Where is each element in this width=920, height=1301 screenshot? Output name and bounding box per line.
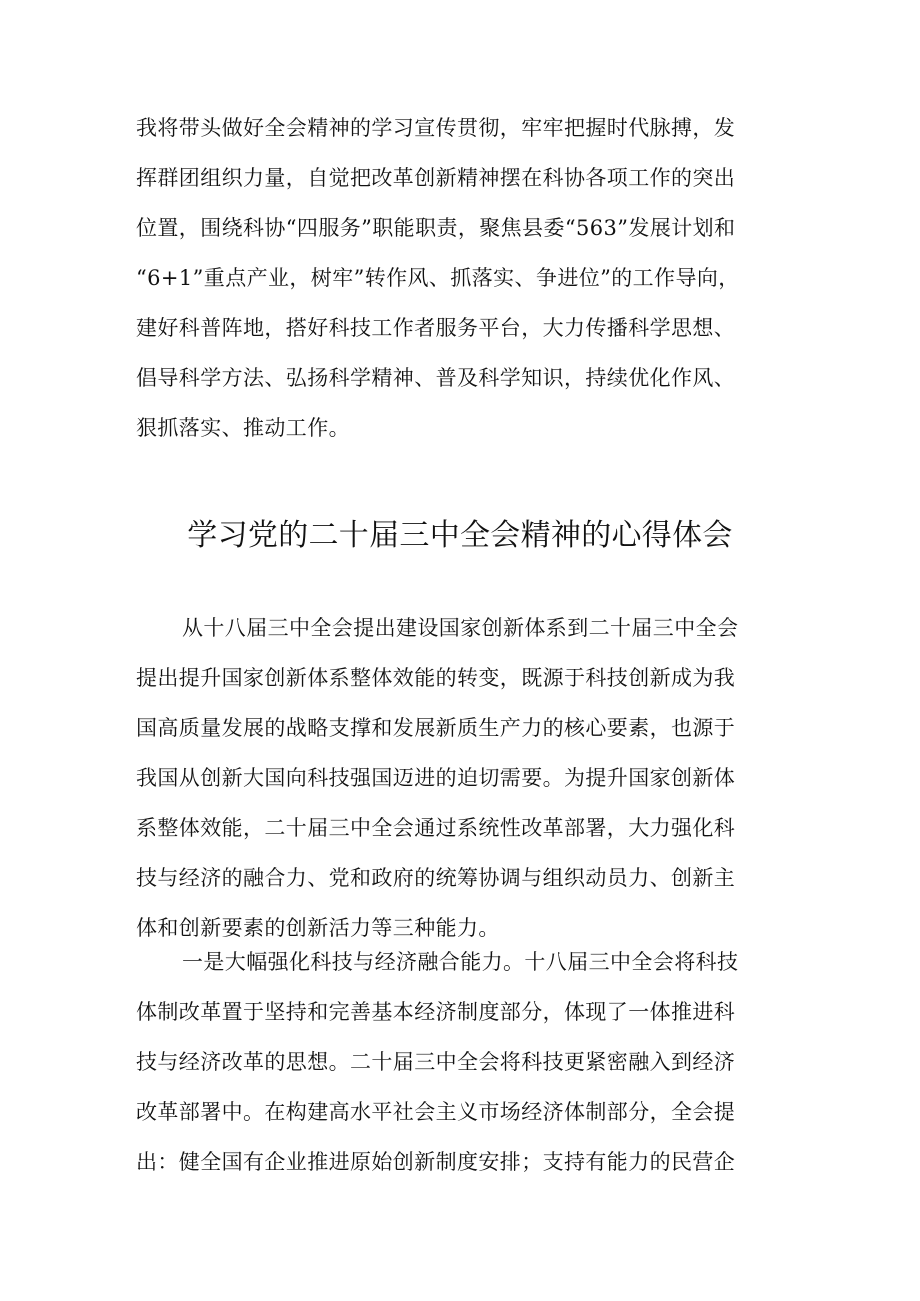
para1-line-5: 系整体效能，二十届三中全会通过系统性改革部署，大力强化科 — [136, 816, 736, 840]
page-title: 学习党的二十届三中全会精神的心得体会 — [187, 518, 733, 553]
para1-line-3: 国高质量发展的战略支撑和发展新质生产力的核心要素，也源于 — [136, 716, 736, 740]
intro-line-6: 倡导科学方法、弘扬科学精神、普及科学知识，持续优化作风、 — [136, 366, 736, 390]
para2-line-5: 出：健全国有企业推进原始创新制度安排；支持有能力的民营企 — [136, 1150, 736, 1174]
intro-line-5: 建好科普阵地，搭好科技工作者服务平台，大力传播科学思想、 — [136, 316, 736, 340]
para1-line-4: 我国从创新大国向科技强国迈进的迫切需要。为提升国家创新体 — [136, 766, 736, 790]
intro-line-1: 我将带头做好全会精神的学习宣传贯彻，牢牢把握时代脉搏，发 — [136, 116, 736, 140]
para1-line-1: 从十八届三中全会提出建设国家创新体系到二十届三中全会 — [182, 616, 739, 640]
para2-line-3: 技与经济改革的思想。二十届三中全会将科技更紧密融入到经济 — [136, 1050, 736, 1074]
intro-line-4: “6+1”重点产业，树牢”转作风、抓落实、争进位”的工作导向， — [136, 266, 740, 290]
para1-line-2: 提出提升国家创新体系整体效能的转变，既源于科技创新成为我 — [136, 666, 736, 690]
intro-line-2: 挥群团组织力量，自觉把改革创新精神摆在科协各项工作的突出 — [136, 166, 736, 190]
para1-line-7: 体和创新要素的创新活力等三种能力。 — [136, 916, 500, 940]
intro-line-7: 狠抓落实、推动工作。 — [136, 416, 350, 440]
para2-line-4: 改革部署中。在构建高水平社会主义市场经济体制部分，全会提 — [136, 1100, 736, 1124]
para1-line-6: 技与经济的融合力、党和政府的统筹协调与组织动员力、创新主 — [136, 866, 736, 890]
para2-line-2: 体制改革置于坚持和完善基本经济制度部分，体现了一体推进科 — [136, 1000, 736, 1024]
para2-line-1: 一是大幅强化科技与经济融合能力。十八届三中全会将科技 — [182, 950, 739, 974]
intro-line-3: 位置，围绕科协“四服务”职能职责，聚焦县委“563”发展计划和 — [136, 216, 736, 240]
